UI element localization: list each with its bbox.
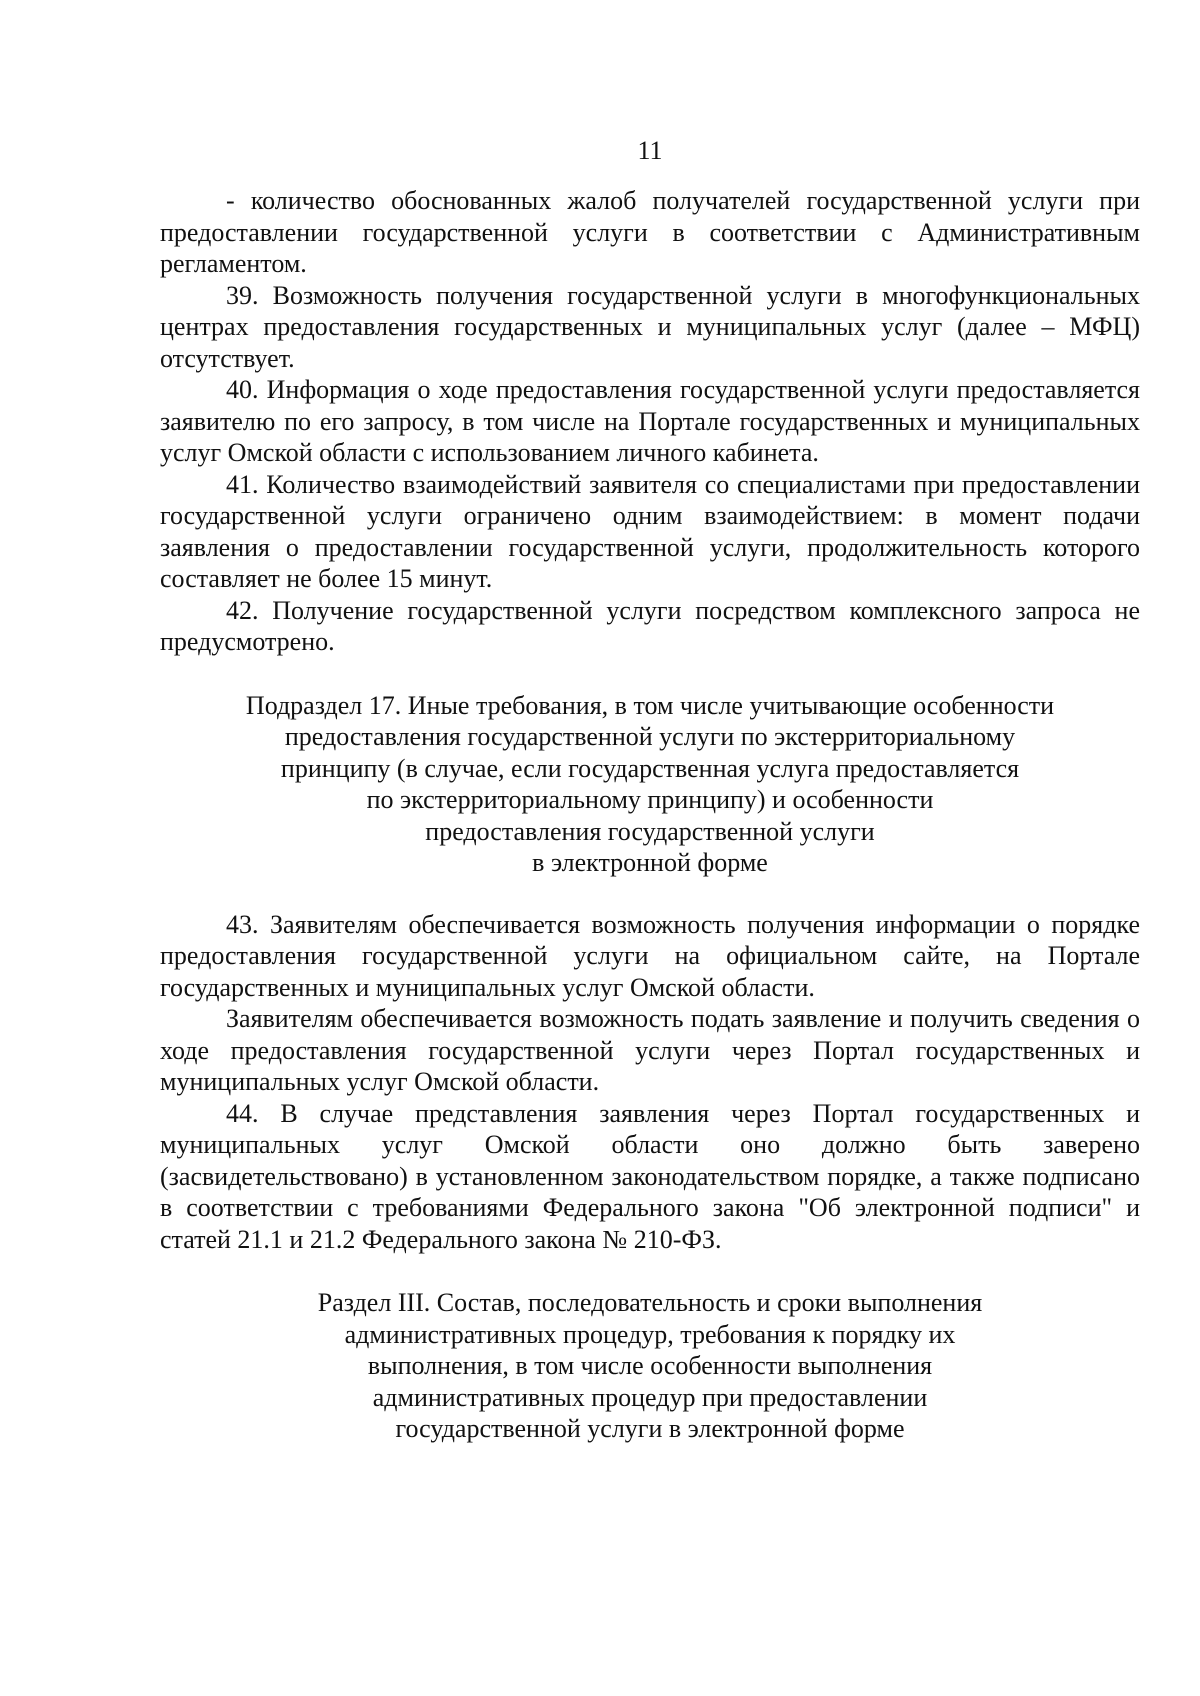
document-page [160, 0, 1140, 1696]
heading-line: Раздел III. Состав, последовательность и сроки выполнения [317, 1288, 983, 1317]
paragraph-42: 42. Получение государственной услуги посредством комплексного запроса не предусмотрено. [160, 595, 1140, 656]
paragraph-40: 40. Информация о ходе предоставления государственной услуги предоставляется заявителю по его запросу, в том числе на Портале государственных и муниципальных услуг Омской области с использованием личного кабинета. [160, 375, 1140, 467]
heading-line: принципу (в случае, если государственная услуга предоставляется [280, 753, 1020, 783]
page-number: 11 [637, 136, 663, 165]
section-3-heading [160, 1287, 1140, 1445]
heading-line: Подраздел 17. Иные требования, в том числе учитывающие особенности [245, 690, 1055, 720]
paragraph-44: 44. В случае представления заявления через Портал государственных и муниципальных услуг Омской области оно должно быть заверено (засвидетельствовано) в установленном законодательством порядке, а также подписано в соответствии с требованиями Федерального закона "Об электронной подписи" и статей 21.1 и 21.2 Федерального закона № 210-ФЗ. [160, 1098, 1140, 1254]
heading-line: предоставления государственной услуги по экстерриториальному [284, 722, 1016, 751]
heading-line: государственной услуги в электронной форме [395, 1414, 905, 1443]
paragraph-43-continued: Заявителям обеспечивается возможность подать заявление и получить сведения о ходе предоставления государственной услуги через Портал государственных и муниципальных услуг Омской области. [160, 1004, 1140, 1096]
paragraph-43: 43. Заявителям обеспечивается возможность получения информации о порядке предоставления государственной услуги на официальном сайте, на Портале государственных и муниципальных услуг Омской области. [160, 909, 1140, 1002]
heading-line: выполнения, в том числе особенности выполнения [367, 1351, 933, 1380]
heading-line: по экстерриториальному принципу) и особенности [366, 785, 934, 814]
heading-line: административных процедур при предоставлении [372, 1382, 928, 1412]
paragraph-41: 41. Количество взаимодействий заявителя со специалистами при предоставлении государственной услуги ограничено одним взаимодействием: в момент подачи заявления о предоставлении государственной услуги, продолжительность которого составляет не более 15 минут. [160, 469, 1140, 593]
heading-line: административных процедур, требования к порядку их [344, 1319, 956, 1349]
heading-line: предоставления государственной услуги [425, 816, 875, 846]
subsection-17-heading [160, 690, 1140, 879]
heading-line: в электронной форме [532, 848, 768, 877]
paragraph-39: 39. Возможность получения государственной услуги в многофункциональных центрах предоставления государственных и муниципальных услуг (далее – МФЦ) отсутствует. [160, 280, 1140, 373]
paragraph-complaints-count: - количество обоснованных жалоб получателей государственной услуги при предоставлении государственной услуги в соответствии с Административным регламентом. [160, 186, 1140, 278]
document-body [160, 185, 1140, 1445]
